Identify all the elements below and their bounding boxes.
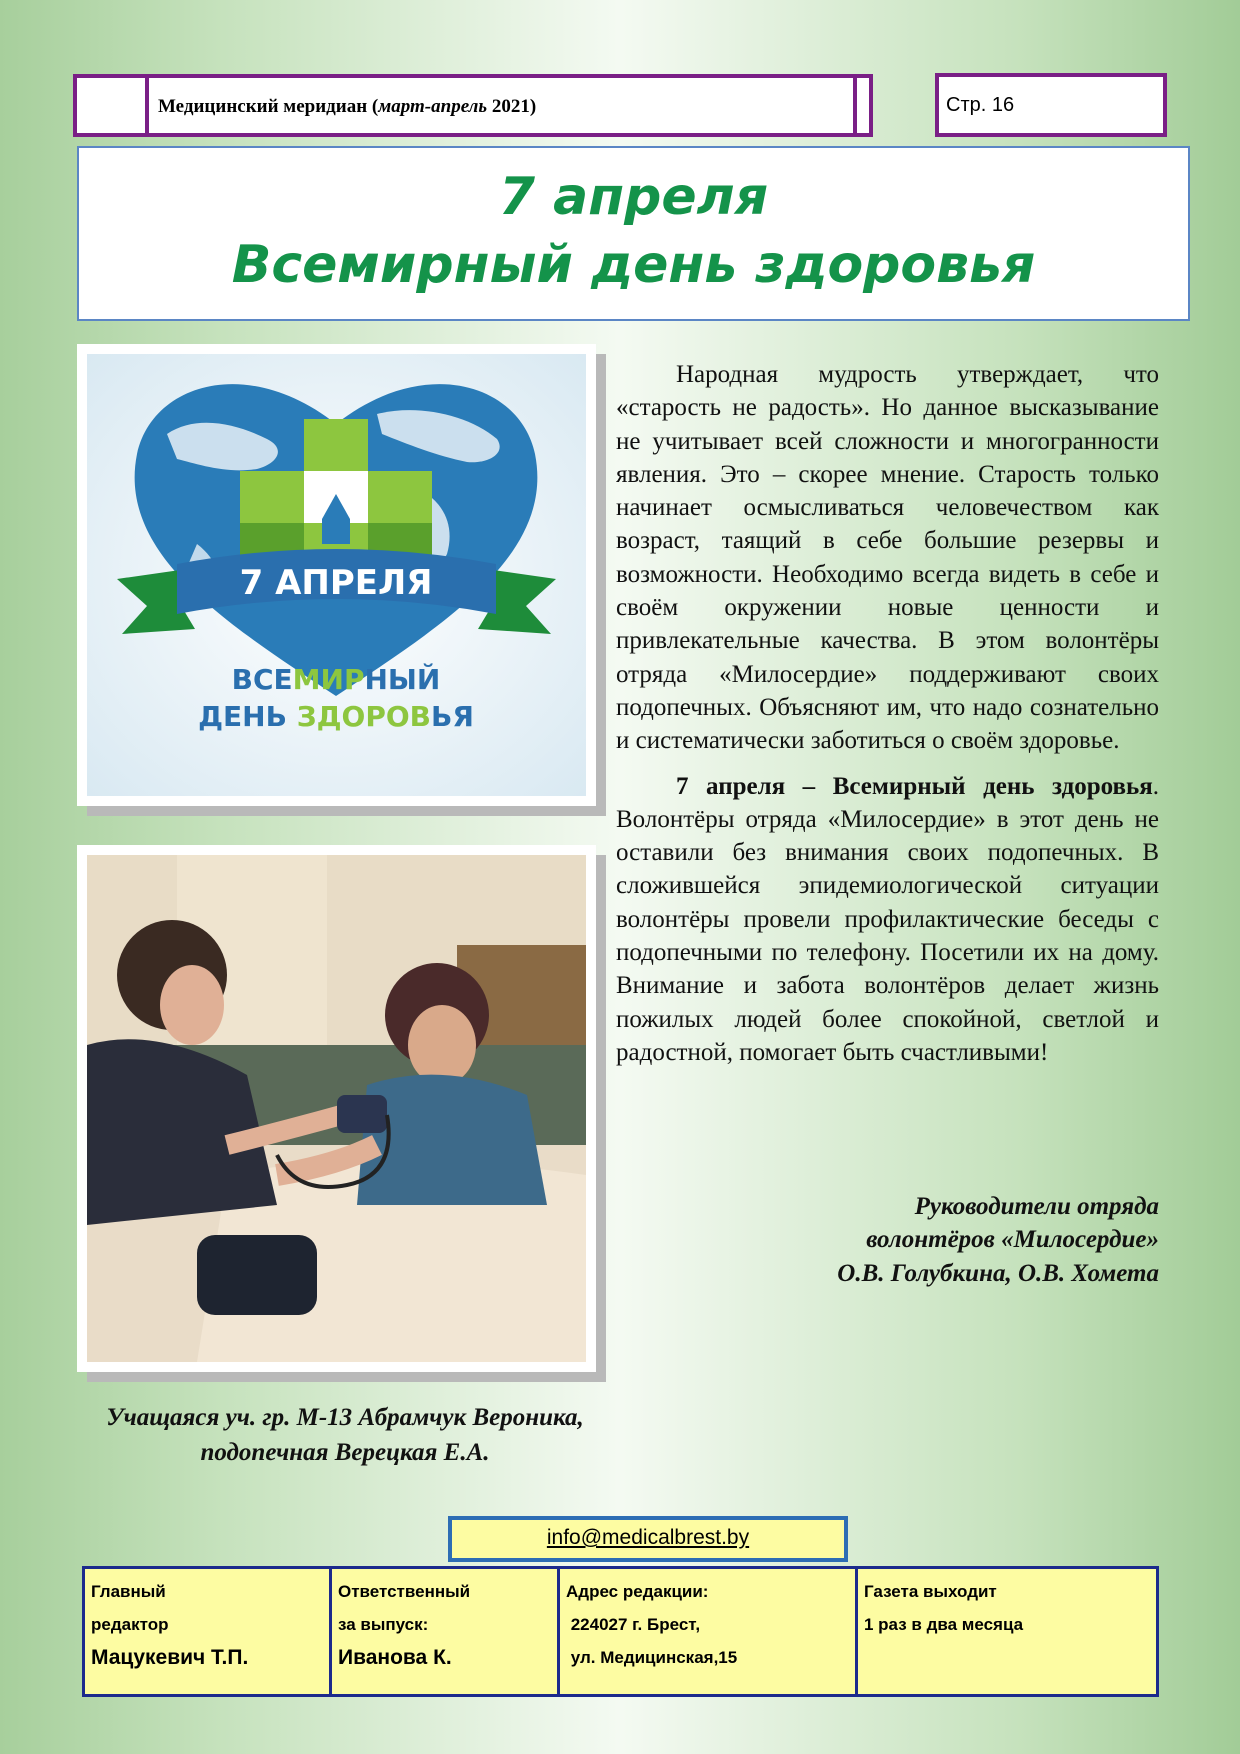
article-paragraph: 7 апреля – Всемирный день здоровья. Волонтёры отряда «Милосердие» в этот день не оставили без внимания своих подопечных. В сложившейся эпидемиологической ситуации волонтёры провели профилактические беседы с подопечными по телефону. Посетили их на дому. Внимание и забота волонтёров делает жизнь пожилых людей более спокойной, светлой и радостной, помогает быть счастливыми! [616,772,1159,1066]
page-number: Стр. 16 [946,94,1015,116]
volunteer-photo [77,845,596,1372]
svg-text:ВСЕМИРНЫЙ: ВСЕМИРНЫЙ [231,663,441,696]
footer-table [82,1566,1159,1697]
newspaper-title: Медицинский меридиан (март-апрель 2021) [158,96,537,117]
footer-responsible: Ответственный за выпуск: Иванова К. [332,1569,560,1694]
ribbon-text: 7 АПРЕЛЯ [239,563,433,603]
email-link[interactable]: info@medicalbrest.by [546,1526,750,1549]
photo-frame [77,845,596,1372]
article-body [616,358,1159,1069]
article-paragraph: Народная мудрость утверждает, что «старость не радость». Но данное высказывание не учитывает всей сложности и многогранности явления. Это – скорее мнение. Старость только начинает осмысливаться человечеством как возраст, таящий в себе большие резервы и возможности. Необходимо всегда видеть в себе и своём окружении новые ценности и привлекательные качества. В этом волонтёры отряда «Милосердие» поддерживают своих подопечных. Объясняют им, что надо сознательно и систематически заботиться о своём здоровье. [616,361,1159,755]
footer-editor: Главный редактор Мацукевич Т.П. [85,1569,332,1694]
article-signature: Руководители отряда волонтёров «Милосердие» О.В. Голубкина, О.В. Хомета [837,1193,1159,1287]
svg-text:ДЕНЬ ЗДОРОВЬЯ: ДЕНЬ ЗДОРОВЬЯ [198,700,474,733]
photo-caption: Учащаяся уч. гр. М-13 Абрамчук Вероника, подопечная Верецкая Е.А. [106,1404,584,1466]
poster-image-frame [77,344,596,806]
title-event: Всемирный день здоровья [231,235,1036,295]
footer-frequency: Газета выходит 1 раз в два месяца [864,1582,1024,1634]
world-health-day-poster [77,344,596,806]
title-date: 7 апреля [498,167,769,227]
footer-address: Адрес редакции: 224027 г. Брест, ул. Медицинская,15 [560,1569,858,1694]
